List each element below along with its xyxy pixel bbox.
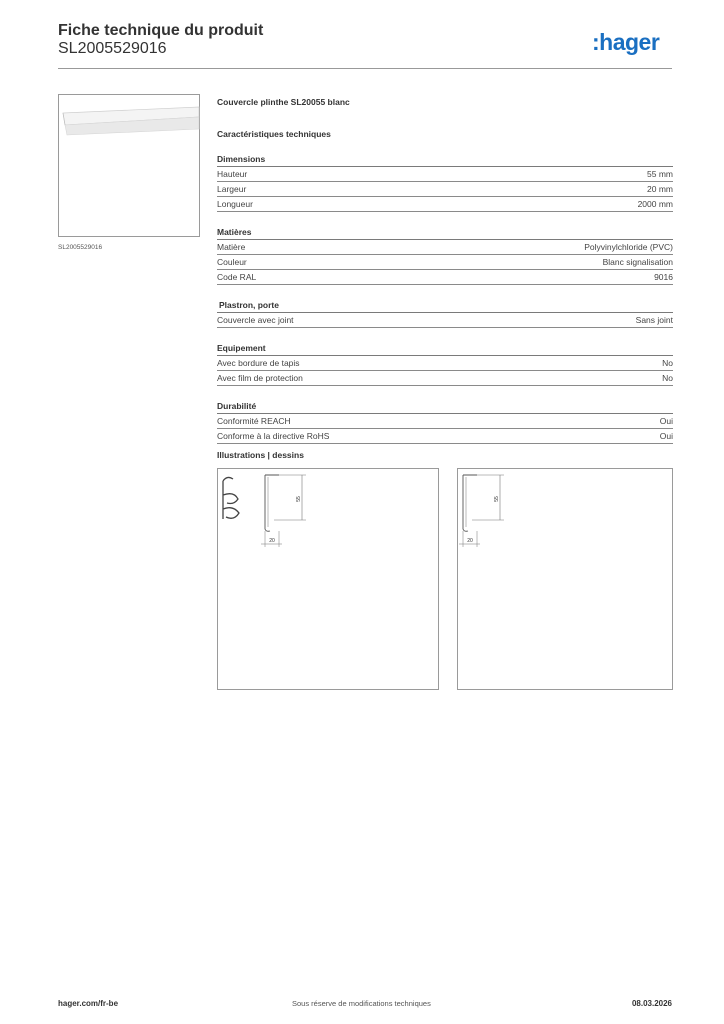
width-dimension-label: 20: [269, 538, 275, 544]
drawing-frame-1: [217, 468, 439, 690]
section-equipment: [217, 343, 673, 386]
spec-content: [217, 97, 673, 444]
section-title: Dimensions: [217, 154, 673, 167]
section-title: Matières: [217, 227, 673, 240]
spec-row: [217, 255, 673, 270]
product-name: Couvercle plinthe SL20055 blanc: [217, 97, 350, 107]
spec-value: 55 mm: [647, 169, 673, 179]
spec-value: Polyvinylchloride (PVC): [584, 242, 673, 252]
section-front-panel: [217, 300, 673, 328]
spec-row: [217, 167, 673, 182]
spec-label: Conformité REACH: [217, 416, 291, 426]
spec-value: 20 mm: [647, 184, 673, 194]
technical-characteristics-heading: Caractéristiques techniques: [217, 129, 331, 139]
product-cover-illustration: [59, 95, 201, 238]
spec-row: [217, 414, 673, 429]
drawing-frame-2: [457, 468, 673, 690]
product-image: [58, 94, 200, 237]
spec-value: Sans joint: [635, 315, 673, 325]
cross-section-drawing: [218, 469, 440, 691]
image-caption: SL2005529016: [58, 244, 103, 251]
section-materials: [217, 227, 673, 285]
spec-label: Largeur: [217, 184, 247, 194]
product-reference: SL2005529016: [58, 40, 167, 57]
width-dimension-label: 20: [467, 538, 473, 544]
spec-label: Couvercle avec joint: [217, 315, 294, 325]
section-title: Durabilité: [217, 401, 673, 414]
spec-label: Avec film de protection: [217, 373, 303, 383]
spec-value: Oui: [659, 416, 673, 426]
spec-value: Blanc signalisation: [602, 257, 673, 267]
spec-row: [217, 270, 673, 285]
spec-label: Conforme à la directive RoHS: [217, 431, 330, 441]
footer-website-link[interactable]: hager.com/fr-be: [58, 999, 119, 1008]
document-title: Fiche technique du produit: [58, 22, 264, 39]
spec-value: No: [662, 358, 673, 368]
header-divider: [58, 68, 672, 69]
spec-row: [217, 429, 673, 444]
spec-row: [217, 313, 673, 328]
section-title: Plastron, porte: [217, 300, 673, 313]
spec-label: Hauteur: [217, 169, 248, 179]
spec-row: [217, 371, 673, 386]
spec-label: Avec bordure de tapis: [217, 358, 300, 368]
spec-label: Longueur: [217, 199, 253, 209]
section-title: Equipement: [217, 343, 673, 356]
hager-logo: :hager: [592, 29, 660, 55]
footer-date: 08.03.2026: [631, 999, 672, 1008]
height-dimension-label: 55: [296, 496, 302, 502]
spec-value: 2000 mm: [637, 199, 673, 209]
cover-profile-drawing: [458, 469, 674, 691]
height-dimension-label: 55: [494, 496, 500, 502]
footer-disclaimer: Sous réserve de modifications techniques: [292, 999, 431, 1008]
spec-row: [217, 182, 673, 197]
spec-row: [217, 197, 673, 212]
spec-label: Couleur: [217, 257, 247, 267]
spec-row: [217, 356, 673, 371]
spec-value: No: [662, 373, 673, 383]
spec-value: 9016: [654, 272, 673, 282]
spec-value: Oui: [659, 431, 673, 441]
section-durability: [217, 401, 673, 444]
section-dimensions: [217, 154, 673, 212]
spec-label: Matière: [217, 242, 246, 252]
spec-row: [217, 240, 673, 255]
illustrations-heading: Illustrations | dessins: [217, 450, 304, 460]
spec-label: Code RAL: [217, 272, 257, 282]
